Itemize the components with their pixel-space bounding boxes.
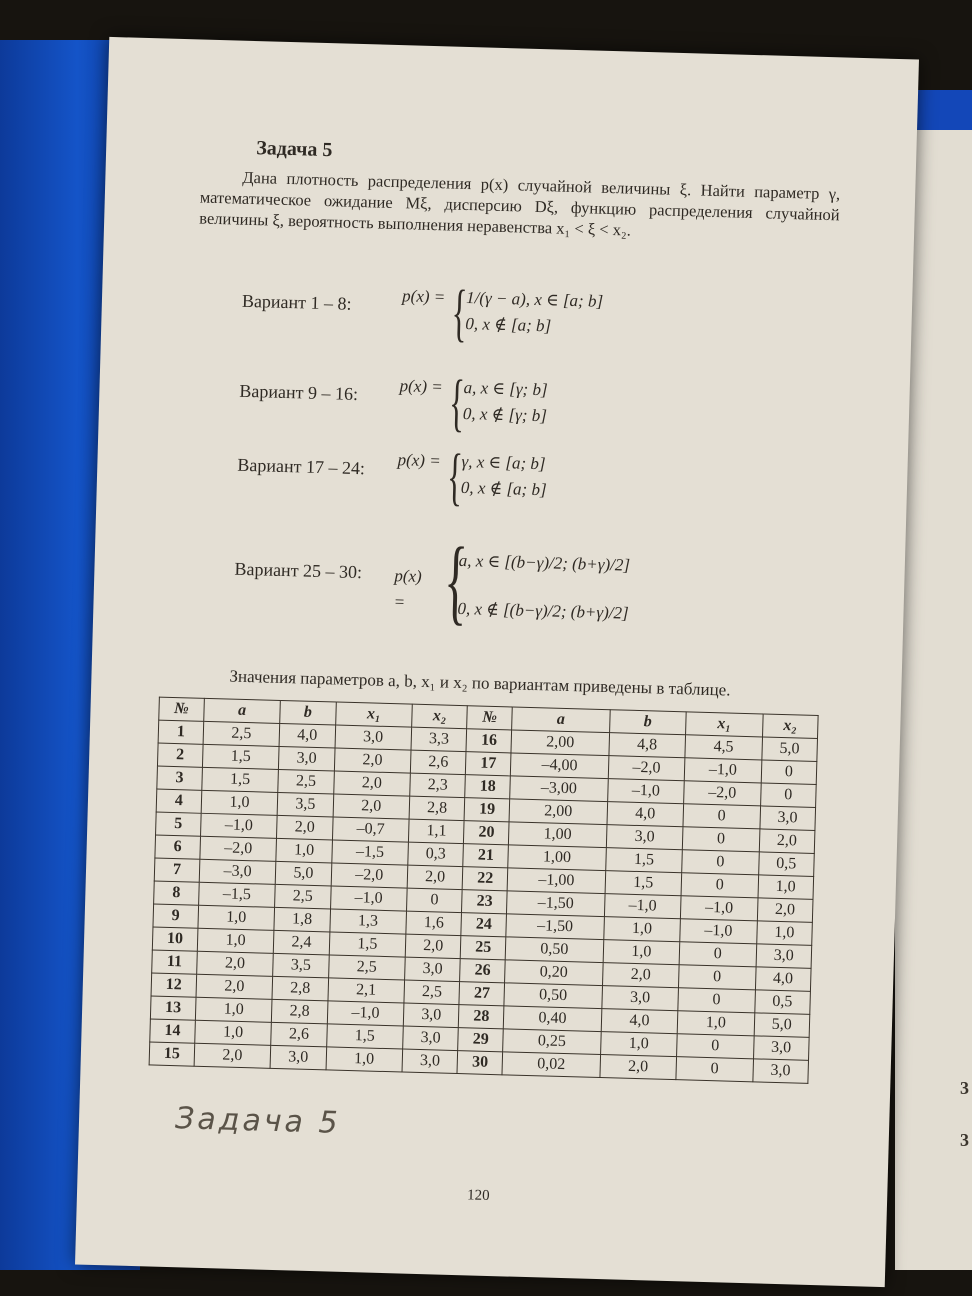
table-cell: 3,0 [335, 725, 412, 750]
table-cell: 0 [679, 965, 756, 990]
table-cell: –1,50 [507, 891, 605, 917]
table-cell: 1,0 [603, 940, 680, 965]
table-cell: 1,00 [508, 845, 606, 871]
table-cell: 2,0 [334, 748, 411, 773]
table-cell: 1,5 [202, 767, 279, 792]
table-cell: 3,0 [402, 1049, 458, 1074]
table-cell: 3,0 [602, 986, 679, 1011]
variant-number-cell: 21 [463, 844, 508, 868]
table-cell: 2,0 [194, 1043, 271, 1068]
variant-number-cell: 14 [150, 1019, 195, 1043]
table-cell: –1,0 [684, 758, 761, 783]
formula-case: a, x ∈ [(b−γ)/2; (b+γ)/2] [458, 550, 631, 575]
table-cell: 2,8 [272, 999, 328, 1024]
table-cell: –1,0 [604, 894, 681, 919]
variant-label: Вариант 1 – 8: [241, 290, 352, 314]
table-cell: –2,0 [684, 781, 761, 806]
table-cell: 0,50 [505, 937, 603, 963]
table-cell: 3,0 [270, 1045, 326, 1070]
column-header: x₂ [412, 704, 468, 729]
variant-number-cell: 18 [465, 775, 510, 799]
table-cell: 0 [679, 942, 756, 967]
table-cell: 2,6 [271, 1022, 327, 1047]
column-header: b [609, 710, 686, 735]
book-page [75, 37, 919, 1287]
variant-number-cell: 25 [461, 936, 506, 960]
variant-number-cell: 26 [460, 959, 505, 983]
variant-number-cell: 2 [157, 743, 202, 767]
table-cell: 0,25 [503, 1029, 601, 1055]
brace-symbol: { [450, 276, 469, 349]
table-cell: 2,0 [196, 951, 273, 976]
variant-number-cell: 27 [459, 982, 504, 1006]
table-cell: 3,0 [606, 825, 683, 850]
table-cell: 2,0 [757, 898, 813, 923]
variant-number-cell: 13 [150, 996, 195, 1020]
table-cell: –2,0 [331, 863, 408, 888]
formula [401, 276, 604, 349]
table-cell: 3,0 [753, 1036, 809, 1061]
table-cell: 2,5 [203, 721, 280, 746]
table-cell: 4,0 [755, 967, 811, 992]
table-cell: 0 [407, 888, 463, 913]
table-cell: 1,0 [326, 1047, 403, 1072]
table-cell: 3,0 [279, 746, 335, 771]
table-cell: –1,5 [331, 840, 408, 865]
variant-label: Вариант 17 – 24: [237, 454, 366, 479]
task-statement: Дана плотность распределения p(x) случайной величины ξ. Найти параметр γ, математическое ожидание Mξ, дисперсию Dξ, функцию распределения случайной величины ξ, вероятность выполнения неравенства x₁ < ξ < x₂. [199, 167, 841, 240]
table-cell: 1,0 [197, 928, 274, 953]
adjacent-page-mark: 3 [960, 1130, 969, 1150]
table-cell: 2,0 [600, 1055, 677, 1080]
table-cell: –1,00 [507, 868, 605, 894]
formula-lhs: p(x) = [397, 450, 441, 471]
formula-case: 0, x ∉ [(b−γ)/2; (b+γ)/2] [457, 598, 629, 623]
variant-number-cell: 7 [154, 858, 199, 882]
table-cell: 1,0 [195, 1020, 272, 1045]
table-cell: 1,5 [202, 744, 279, 769]
table-cell: 2,0 [759, 829, 815, 854]
formula-lhs: p(x) = [399, 376, 444, 397]
table-cell: 2,0 [602, 963, 679, 988]
variant-number-cell: 30 [457, 1051, 502, 1075]
table-cell: 1,1 [408, 819, 464, 844]
formula-case: 1/(γ − a), x ∈ [a; b] [465, 288, 604, 311]
variant-number-cell: 29 [458, 1028, 503, 1052]
table-cell: 2,0 [407, 865, 463, 890]
table-cell: 0 [761, 760, 817, 785]
brace-symbol: { [446, 440, 464, 512]
table-cell: 0 [677, 1034, 754, 1059]
table-cell: 0,5 [754, 990, 810, 1015]
table-cell: –1,50 [506, 914, 604, 940]
table-cell: 1,0 [677, 1011, 754, 1036]
table-cell: 3,5 [277, 792, 333, 817]
table-cell: 0 [678, 988, 755, 1013]
table-cell: 5,0 [761, 737, 817, 762]
table-cell: 2,0 [333, 771, 410, 796]
table-cell: 3,0 [403, 1026, 459, 1051]
variant-number-cell: 4 [156, 789, 201, 813]
table-cell: 2,8 [409, 796, 465, 821]
table-cell: 1,0 [758, 875, 814, 900]
table-cell: 0 [676, 1057, 753, 1082]
variant-number-cell: 11 [152, 950, 197, 974]
task-title: Задача 5 [255, 137, 333, 162]
column-header: № [467, 706, 512, 730]
column-header: № [159, 697, 204, 721]
table-cell: 1,00 [509, 822, 607, 848]
table-cell: 5,0 [275, 861, 331, 886]
table-cell: 2,5 [275, 884, 331, 909]
formula [399, 366, 548, 438]
table-cell: 1,5 [605, 871, 682, 896]
table-cell: –4,00 [510, 753, 608, 779]
formula-lhs: p(x) = [401, 286, 446, 307]
variant-number-cell: 12 [151, 973, 196, 997]
table-cell: –3,0 [199, 859, 276, 884]
column-header: x₂ [762, 714, 818, 739]
variant-number-cell: 6 [155, 835, 200, 859]
table-cell: 3,0 [752, 1059, 808, 1084]
table-cell: 2,6 [410, 750, 466, 775]
table-cell: 0 [682, 827, 759, 852]
table-cell: 2,0 [333, 794, 410, 819]
column-header: a [512, 707, 610, 733]
table-cell: –1,0 [327, 1001, 404, 1026]
variant-label: Вариант 9 – 16: [239, 380, 359, 405]
table-cell: 4,0 [279, 723, 335, 748]
table-cell: –1,0 [607, 779, 684, 804]
table-cell: 1,5 [326, 1024, 403, 1049]
brace-symbol: { [442, 526, 469, 635]
table-cell: 1,0 [603, 917, 680, 942]
table-cell: 1,0 [276, 838, 332, 863]
column-header: x₁ [335, 702, 412, 727]
parameters-table [149, 697, 819, 1084]
table-cell: 3,5 [273, 953, 329, 978]
page-number: 120 [466, 1187, 490, 1204]
variant-number-cell: 5 [156, 812, 201, 836]
table-cell: 2,5 [404, 980, 460, 1005]
variant-number-cell: 17 [466, 752, 511, 776]
formula-case: 0, x ∉ [a; b] [460, 477, 547, 500]
table-cell: –1,0 [681, 896, 758, 921]
table-cell: 2,1 [328, 978, 405, 1003]
formula-case: 0, x ∉ [γ; b] [462, 403, 548, 426]
table-cell: 4,8 [609, 733, 686, 758]
variant-number-cell: 24 [461, 913, 506, 937]
variant-number-cell: 10 [152, 927, 197, 951]
table-cell: –1,0 [200, 813, 277, 838]
variant-number-cell: 19 [464, 798, 509, 822]
formula-case: 0, x ∉ [a; b] [465, 313, 552, 336]
table-cell: 0 [683, 804, 760, 829]
column-header: b [280, 700, 336, 725]
table-cell: 3,0 [403, 1003, 459, 1028]
table-cell: 2,8 [272, 976, 328, 1001]
table-cell: 2,0 [405, 934, 461, 959]
table-cell: –0,7 [332, 817, 409, 842]
table-cell: 3,0 [756, 944, 812, 969]
table-cell: 0,3 [408, 842, 464, 867]
table-cell: 2,3 [410, 773, 466, 798]
table-cell: 2,0 [277, 815, 333, 840]
formula [397, 440, 547, 512]
table-cell: 2,4 [274, 930, 330, 955]
table-cell: 2,5 [278, 769, 334, 794]
table-cell: 4,5 [685, 735, 762, 760]
table-cell: 1,3 [329, 909, 406, 934]
adjacent-page-mark: 3 [960, 1078, 969, 1098]
table-cell: –1,5 [198, 882, 275, 907]
column-header: x₁ [686, 712, 763, 737]
table-cell: 2,00 [511, 730, 609, 756]
table-cell: 1,0 [201, 790, 278, 815]
table-cell: 1,6 [406, 911, 462, 936]
table-cell: 3,0 [405, 957, 461, 982]
table-cell: 1,0 [198, 905, 275, 930]
table-cell: 0,50 [504, 983, 602, 1009]
variant-number-cell: 8 [154, 881, 199, 905]
variant-number-cell: 28 [459, 1005, 504, 1029]
table-cell: –2,0 [200, 836, 277, 861]
table-cell: 2,00 [509, 799, 607, 825]
formula-case: γ, x ∈ [a; b] [461, 451, 546, 474]
table-cell: 0,40 [503, 1006, 601, 1032]
table-cell: 0 [760, 783, 816, 808]
table-cell: –2,0 [608, 756, 685, 781]
table-cell: 1,0 [756, 921, 812, 946]
table-cell: –3,00 [510, 776, 608, 802]
column-header: a [204, 698, 281, 723]
table-cell: 3,0 [760, 806, 816, 831]
variant-number-cell: 3 [157, 766, 202, 790]
table-cell: 5,0 [754, 1013, 810, 1038]
table-cell: –1,0 [330, 886, 407, 911]
variant-label: Вариант 25 – 30: [234, 558, 363, 583]
table-cell: 0 [682, 850, 759, 875]
variant-number-cell: 22 [462, 867, 507, 891]
table-cell: 2,0 [196, 974, 273, 999]
table-cell: 1,8 [274, 907, 330, 932]
table-cell: 0,02 [502, 1052, 600, 1078]
variant-number-cell: 23 [462, 890, 507, 914]
table-cell: 1,5 [329, 932, 406, 957]
table-cell: 4,0 [601, 1009, 678, 1034]
table-cell: 4,0 [607, 802, 684, 827]
table-cell: 2,5 [328, 955, 405, 980]
table-cell: 1,5 [605, 848, 682, 873]
variant-number-cell: 20 [464, 821, 509, 845]
variant-number-cell: 15 [149, 1042, 194, 1066]
variant-number-cell: 16 [466, 729, 511, 753]
brace-symbol: { [448, 366, 466, 438]
variant-number-cell: 1 [158, 720, 203, 744]
table-cell: 0 [681, 873, 758, 898]
table-cell: 0,5 [758, 852, 814, 877]
table-caption: Значения параметров a, b, x₁ и x₂ по вариантам приведены в таблице. [229, 666, 731, 700]
formula-case: a, x ∈ [γ; b] [463, 377, 548, 400]
table-cell: 1,0 [600, 1032, 677, 1057]
handwritten-note: Задача 5 [174, 1101, 342, 1141]
table-cell: –1,0 [680, 919, 757, 944]
variant-number-cell: 9 [153, 904, 198, 928]
table-cell: 0,20 [505, 960, 603, 986]
table-cell: 3,3 [411, 727, 467, 752]
formula-lhs: p(x) = [393, 566, 423, 612]
table-cell: 1,0 [195, 997, 272, 1022]
